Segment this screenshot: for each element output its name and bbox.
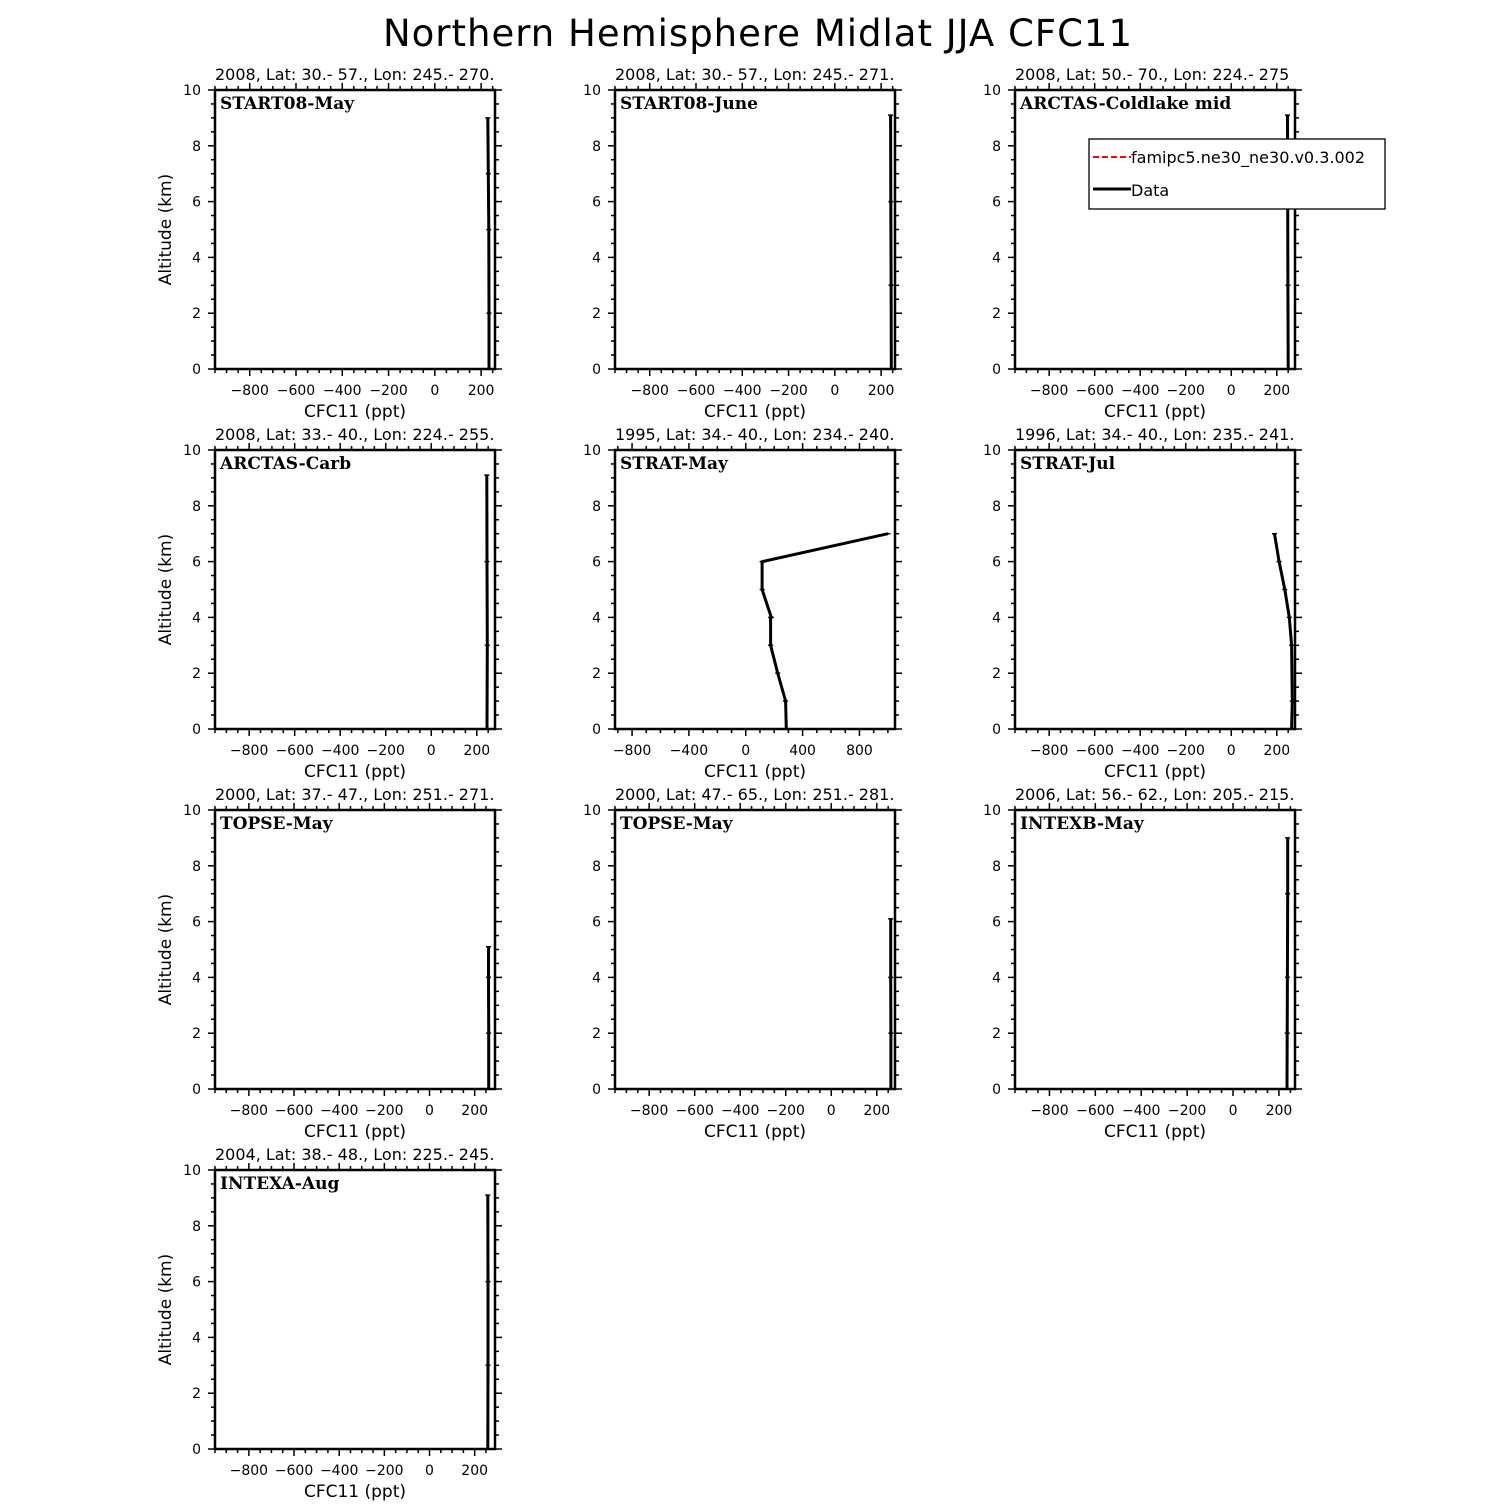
panel-subtitle: 1995, Lat: 34.- 40., Lon: 234.- 240. — [615, 425, 895, 444]
x-tick-label: −200 — [766, 1103, 805, 1119]
plot-frame — [1015, 810, 1295, 1089]
x-axis-label: CFC11 (ppt) — [303, 1482, 407, 1502]
x-tick-label: −600 — [1075, 743, 1114, 759]
x-tick-label: −200 — [366, 743, 405, 759]
y-axis-label: Altitude (km) — [156, 893, 176, 1006]
x-tick-label: −200 — [369, 383, 408, 399]
x-tick-label: −800 — [612, 743, 652, 759]
panel-3 — [983, 65, 1302, 422]
y-tick-label: 8 — [592, 138, 601, 155]
y-tick-label: 4 — [992, 250, 1001, 267]
y-tick-label: 10 — [583, 443, 601, 459]
plot-frame — [615, 810, 895, 1089]
x-axis-label: CFC11 (ppt) — [1103, 402, 1207, 422]
y-tick-label: 10 — [583, 83, 601, 99]
y-tick-label: 6 — [992, 194, 1001, 211]
y-axis-label: Altitude (km) — [156, 1253, 176, 1366]
x-tick-label: −400 — [723, 383, 762, 399]
data-line — [1275, 534, 1293, 729]
y-tick-label: 6 — [192, 554, 201, 571]
y-tick-label: 6 — [992, 914, 1001, 931]
panel-label: ARCTAS-Carb — [220, 454, 352, 474]
x-tick-label: −400 — [669, 743, 709, 759]
x-tick-label: 0 — [426, 743, 436, 759]
x-tick-label: −800 — [1029, 383, 1069, 399]
x-tick-label: 400 — [789, 743, 816, 759]
plot-frame — [215, 90, 495, 369]
y-tick-label: 0 — [592, 722, 601, 738]
panel-8 — [583, 785, 902, 1142]
panel-5 — [583, 425, 902, 782]
y-tick-label: 8 — [592, 858, 601, 875]
y-tick-label: 0 — [192, 1082, 201, 1098]
y-tick-label: 0 — [192, 362, 201, 378]
y-tick-label: 8 — [992, 138, 1001, 155]
x-tick-label: −400 — [1120, 383, 1160, 399]
x-tick-label: −600 — [676, 383, 716, 399]
y-tick-label: 0 — [992, 1082, 1001, 1098]
y-tick-label: 4 — [992, 610, 1001, 627]
panel-label: INTEXA-Aug — [220, 1174, 340, 1194]
y-tick-label: 4 — [992, 970, 1001, 987]
panel-label: START08-June — [620, 94, 758, 114]
y-tick-label: 6 — [192, 1274, 201, 1291]
x-tick-label: −200 — [1166, 383, 1205, 399]
data-line — [762, 534, 888, 729]
y-tick-label: 6 — [592, 554, 601, 571]
y-tick-label: 4 — [192, 1330, 201, 1347]
x-tick-label: −400 — [319, 1463, 359, 1479]
panel-7 — [156, 785, 502, 1142]
y-tick-label: 2 — [192, 666, 201, 683]
x-tick-label: −800 — [229, 743, 269, 759]
y-tick-label: 2 — [192, 1026, 201, 1043]
y-tick-label: 6 — [592, 194, 601, 211]
x-tick-label: −400 — [1120, 743, 1160, 759]
panels — [156, 65, 1302, 1502]
y-tick-label: 0 — [192, 1442, 201, 1458]
y-tick-label: 8 — [192, 498, 201, 515]
x-tick-label: −600 — [275, 743, 314, 759]
y-tick-label: 0 — [192, 722, 201, 738]
x-tick-label: −400 — [320, 743, 360, 759]
y-tick-label: 0 — [592, 362, 601, 378]
y-tick-label: 6 — [192, 914, 201, 931]
x-tick-label: 0 — [741, 743, 751, 759]
x-tick-label: −600 — [1075, 383, 1114, 399]
panel-label: STRAT-May — [620, 454, 728, 474]
panel-subtitle: 1996, Lat: 34.- 40., Lon: 235.- 241. — [1015, 425, 1295, 444]
x-axis-label: CFC11 (ppt) — [1103, 1122, 1207, 1142]
plot-frame — [215, 1170, 495, 1449]
x-tick-label: −800 — [229, 1103, 269, 1119]
x-tick-label: −800 — [1030, 1103, 1069, 1119]
x-axis-label: CFC11 (ppt) — [303, 1122, 407, 1142]
panel-6 — [983, 425, 1302, 782]
y-tick-label: 10 — [983, 803, 1001, 819]
plot-frame — [615, 90, 895, 369]
x-tick-label: 0 — [425, 1103, 434, 1119]
x-tick-label: 200 — [863, 1103, 891, 1119]
data-line — [1287, 838, 1288, 1089]
panel-subtitle: 2008, Lat: 33.- 40., Lon: 224.- 255. — [215, 425, 495, 444]
x-axis-label: CFC11 (ppt) — [703, 1122, 807, 1142]
y-tick-label: 4 — [192, 970, 201, 987]
panel-label: TOPSE-May — [220, 814, 333, 834]
x-tick-label: −600 — [276, 383, 316, 399]
y-tick-label: 6 — [992, 554, 1001, 571]
y-tick-label: 4 — [192, 610, 201, 627]
panel-subtitle: 2004, Lat: 38.- 48., Lon: 225.- 245. — [215, 1145, 495, 1164]
x-tick-label: −600 — [1076, 1103, 1115, 1119]
y-tick-label: 10 — [983, 83, 1001, 99]
panel-label: INTEXB-May — [1020, 814, 1144, 834]
x-tick-label: −800 — [230, 383, 269, 399]
x-tick-label: −200 — [769, 383, 808, 399]
x-axis-label: CFC11 (ppt) — [303, 762, 407, 782]
x-tick-label: −600 — [274, 1103, 314, 1119]
x-tick-label: −600 — [274, 1463, 314, 1479]
y-axis-label: Altitude (km) — [156, 173, 176, 286]
x-tick-label: 200 — [1263, 383, 1291, 399]
panel-1 — [156, 65, 502, 422]
y-tick-label: 8 — [992, 498, 1001, 515]
x-tick-label: −200 — [365, 1103, 404, 1119]
x-tick-label: −800 — [1029, 743, 1069, 759]
x-tick-label: 200 — [1263, 743, 1291, 759]
y-tick-label: 2 — [992, 306, 1001, 323]
y-tick-label: 4 — [592, 250, 601, 267]
x-tick-label: −400 — [1122, 1103, 1161, 1119]
y-tick-label: 4 — [592, 970, 601, 987]
y-tick-label: 10 — [183, 1163, 201, 1179]
panel-subtitle: 2000, Lat: 47.- 65., Lon: 251.- 281. — [615, 785, 895, 804]
panel-label: ARCTAS-Coldlake mid — [1020, 94, 1232, 114]
panel-4 — [156, 425, 502, 782]
panel-subtitle: 2008, Lat: 30.- 57., Lon: 245.- 270. — [215, 65, 495, 84]
x-axis-label: CFC11 (ppt) — [703, 402, 807, 422]
panel-label: TOPSE-May — [620, 814, 733, 834]
x-tick-label: 200 — [467, 383, 495, 399]
x-tick-label: −200 — [1166, 743, 1205, 759]
y-tick-label: 2 — [192, 1386, 201, 1403]
x-tick-label: 0 — [1228, 1103, 1238, 1119]
y-tick-label: 10 — [983, 443, 1001, 459]
x-tick-label: 0 — [826, 1103, 836, 1119]
x-tick-label: 200 — [463, 743, 491, 759]
legend-data-label: Data — [1131, 181, 1170, 200]
plot-frame — [215, 810, 495, 1089]
x-tick-label: 800 — [846, 743, 873, 759]
y-tick-label: 10 — [583, 803, 601, 819]
x-tick-label: 200 — [867, 383, 895, 399]
plot-frame — [1015, 90, 1295, 369]
x-tick-label: 0 — [1226, 743, 1236, 759]
y-tick-label: 10 — [183, 803, 201, 819]
y-tick-label: 0 — [992, 362, 1001, 378]
data-line — [487, 475, 488, 729]
x-tick-label: 200 — [461, 1103, 489, 1119]
y-tick-label: 4 — [592, 610, 601, 627]
y-tick-label: 0 — [992, 722, 1001, 738]
panel-label: STRAT-Jul — [1020, 454, 1116, 474]
panel-10 — [156, 1145, 502, 1502]
y-tick-label: 6 — [592, 914, 601, 931]
y-tick-label: 6 — [192, 194, 201, 211]
legend-model-label: famipc5.ne30_ne30.v0.3.002 — [1131, 148, 1365, 167]
x-axis-label: CFC11 (ppt) — [1103, 762, 1207, 782]
x-tick-label: 0 — [830, 383, 840, 399]
x-tick-label: −200 — [1167, 1103, 1207, 1119]
panel-9 — [983, 785, 1302, 1142]
plot-frame — [215, 450, 495, 729]
x-tick-label: −800 — [229, 1463, 269, 1479]
panel-subtitle: 2000, Lat: 37.- 47., Lon: 251.- 271. — [215, 785, 495, 804]
x-tick-label: 0 — [1226, 383, 1236, 399]
y-tick-label: 2 — [592, 1026, 601, 1043]
y-tick-label: 2 — [592, 666, 601, 683]
x-tick-label: −800 — [630, 383, 669, 399]
y-tick-label: 4 — [192, 250, 201, 267]
y-axis-label: Altitude (km) — [156, 533, 176, 646]
x-axis-label: CFC11 (ppt) — [303, 402, 407, 422]
x-tick-label: −400 — [720, 1103, 760, 1119]
panel-subtitle: 2008, Lat: 30.- 57., Lon: 245.- 271. — [615, 65, 895, 84]
figure-title: Northern Hemisphere Midlat JJA CFC11 — [382, 12, 1134, 55]
panel-subtitle: 2008, Lat: 50.- 70., Lon: 224.- 275 — [1015, 65, 1290, 84]
x-tick-label: 0 — [430, 383, 440, 399]
y-tick-label: 8 — [192, 138, 201, 155]
y-tick-label: 2 — [592, 306, 601, 323]
y-tick-label: 2 — [992, 1026, 1001, 1043]
panel-label: START08-May — [220, 94, 355, 114]
data-line — [891, 115, 892, 369]
x-tick-label: −600 — [675, 1103, 714, 1119]
x-tick-label: −400 — [323, 383, 362, 399]
x-axis-label: CFC11 (ppt) — [703, 762, 807, 782]
legend — [1089, 139, 1385, 209]
x-tick-label: 0 — [425, 1463, 434, 1479]
plot-frame — [615, 450, 895, 729]
y-tick-label: 2 — [192, 306, 201, 323]
x-tick-label: −800 — [629, 1103, 669, 1119]
y-tick-label: 10 — [183, 443, 201, 459]
y-tick-label: 10 — [183, 83, 201, 99]
x-tick-label: 200 — [461, 1463, 489, 1479]
y-tick-label: 0 — [592, 1082, 601, 1098]
data-line — [488, 118, 489, 369]
y-tick-label: 8 — [992, 858, 1001, 875]
panel-subtitle: 2006, Lat: 56.- 62., Lon: 205.- 215. — [1015, 785, 1295, 804]
x-tick-label: −200 — [365, 1463, 404, 1479]
x-tick-label: 200 — [1265, 1103, 1293, 1119]
y-tick-label: 8 — [192, 858, 201, 875]
panel-2 — [583, 65, 902, 422]
y-tick-label: 8 — [592, 498, 601, 515]
y-tick-label: 8 — [192, 1218, 201, 1235]
x-tick-label: −400 — [319, 1103, 359, 1119]
y-tick-label: 2 — [992, 666, 1001, 683]
plot-frame — [1015, 450, 1295, 729]
